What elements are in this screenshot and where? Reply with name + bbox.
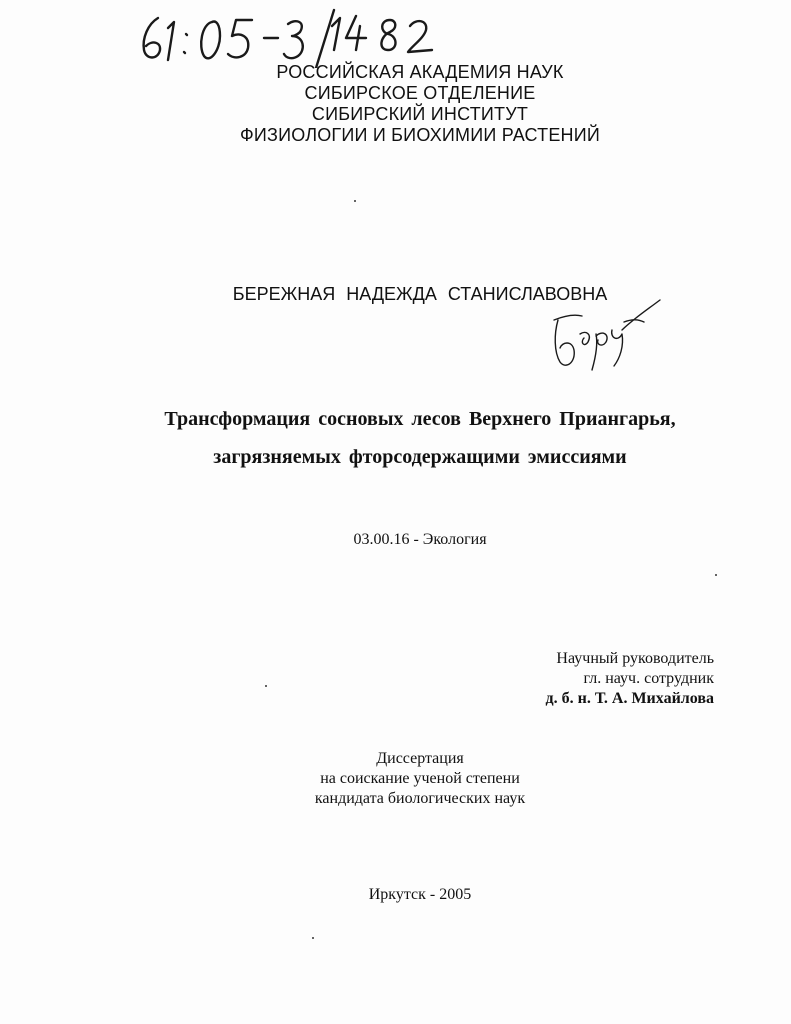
institution-line-branch: СИБИРСКОЕ ОТДЕЛЕНИЕ bbox=[304, 83, 536, 103]
institution-block bbox=[200, 62, 640, 146]
degree-block bbox=[270, 749, 570, 809]
city-year: Иркутск - 2005 bbox=[368, 886, 472, 903]
supervisor-name: д. б. н. Т. А. Михайлова bbox=[545, 690, 714, 707]
degree-line-degree: кандидата биологических наук bbox=[314, 790, 526, 807]
supervisor-role: Научный руководитель bbox=[556, 650, 714, 667]
handwritten-code-drawing bbox=[128, 6, 448, 68]
signature-drawing bbox=[540, 290, 665, 380]
institution-line-field: ФИЗИОЛОГИИ И БИОХИМИИ РАСТЕНИЙ bbox=[239, 125, 601, 145]
author-signature bbox=[540, 290, 665, 380]
title-line-2: загрязняемых фторсодержащими эмиссиями bbox=[213, 446, 627, 468]
scan-speck bbox=[312, 937, 314, 939]
title-line-1: Трансформация сосновых лесов Верхнего Приангарья, bbox=[164, 408, 676, 430]
handwritten-archive-code bbox=[128, 6, 448, 68]
scan-speck bbox=[354, 200, 356, 202]
scan-speck bbox=[715, 574, 717, 576]
degree-line-purpose: на соискание ученой степени bbox=[320, 770, 520, 787]
scan-speck bbox=[265, 685, 267, 687]
specialty-code: 03.00.16 - Экология bbox=[353, 531, 487, 548]
dissertation-title bbox=[100, 400, 740, 476]
author-name: БЕРЕЖНАЯ НАДЕЖДА СТАНИСЛАВОВНА bbox=[232, 284, 608, 304]
institution-line-academy: РОССИЙСКАЯ АКАДЕМИЯ НАУК bbox=[276, 62, 564, 82]
degree-line-dissertation: Диссертация bbox=[376, 750, 464, 767]
supervisor-position: гл. науч. сотрудник bbox=[583, 670, 714, 687]
institution-line-institute: СИБИРСКИЙ ИНСТИТУТ bbox=[311, 104, 529, 124]
supervisor-block bbox=[546, 649, 714, 709]
